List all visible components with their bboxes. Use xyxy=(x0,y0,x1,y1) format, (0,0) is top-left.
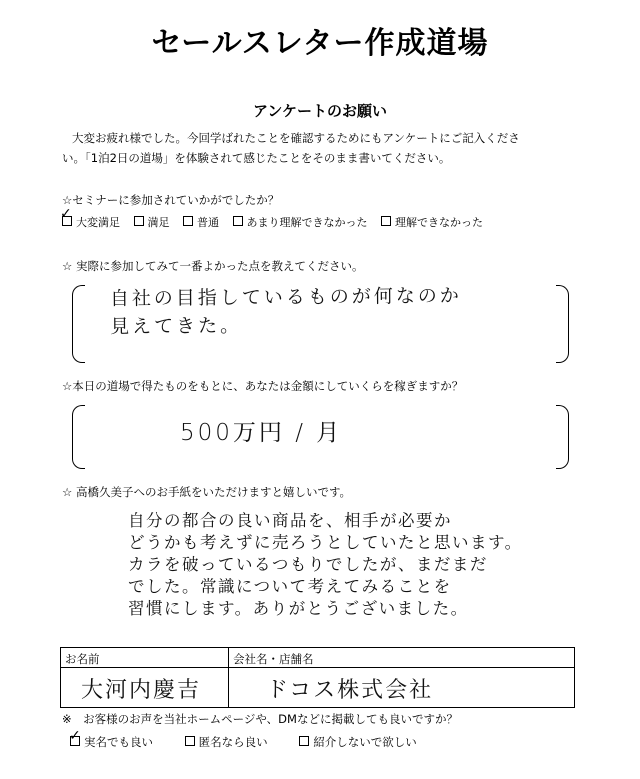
question-earnings: ☆本日の道場で得たものをもとに、あなたは金額にしていくらを稼ぎますか？ xyxy=(62,379,464,393)
company-label: 会社名・店舗名 xyxy=(233,652,314,666)
answer-bracket-right xyxy=(556,285,569,363)
option-not-understood[interactable]: 理解できなかった xyxy=(381,214,483,230)
header-divider xyxy=(61,667,574,668)
intro-line-1: 大変お疲れ様でした。今回学ばれたことを確認するためにもアンケートにご記入くださ xyxy=(72,131,520,145)
consent-question: ※ お客様のお声を当社ホームページや、DMなどに掲載しても良いですか？ xyxy=(62,712,458,726)
name-field[interactable]: 大河内慶吉 xyxy=(81,678,202,703)
checkbox[interactable] xyxy=(183,216,193,226)
answer-bracket-right xyxy=(556,405,569,469)
question-satisfaction: ☆セミナーに参加されていかがでしたか？ xyxy=(62,193,280,207)
checkbox[interactable] xyxy=(299,736,309,746)
answer-letter: 自分の都合の良い商品を、相手が必要か どうかも考えずに売ろうとしていたと思います。 カラを破っているつもりでしたが、まだまだ でした。常識について考えてみることを 習慣にします。ありがとうございました。 xyxy=(128,511,523,618)
page-title: セールスレター作成道場 xyxy=(151,26,489,61)
check-mark-icon: ✓ xyxy=(69,728,81,744)
check-mark-icon: ✓ xyxy=(60,206,72,222)
answer-bracket-left xyxy=(72,285,85,363)
consent-options xyxy=(69,728,427,750)
answer-best-point: 自社の目指しているものが何なのか 見えてきた。 xyxy=(109,284,462,338)
answer-bracket-left xyxy=(72,405,85,469)
option-do-not-publish[interactable]: 紹介しないで欲しい xyxy=(299,734,417,750)
option-not-well-understood[interactable]: あまり理解できなかった xyxy=(233,214,368,230)
option-real-name-ok[interactable]: 実名でも良い ✓ xyxy=(69,728,153,749)
option-normal[interactable]: 普通 xyxy=(183,214,219,230)
survey-heading: アンケートのお願い xyxy=(252,102,388,120)
intro-text xyxy=(62,128,582,168)
question-letter: ☆ 高橋久美子へのお手紙をいただけますと嬉しいです。 xyxy=(62,485,352,499)
answer-earnings: 500万円 / 月 xyxy=(180,420,343,446)
checkbox[interactable] xyxy=(185,736,195,746)
checkbox[interactable] xyxy=(134,216,144,226)
intro-line-2: い。「1泊2日の道場」を体験されて感じたことをそのまま書いてください。 xyxy=(62,151,451,165)
column-divider xyxy=(228,648,229,707)
option-anonymous-ok[interactable]: 匿名なら良い xyxy=(185,734,268,750)
name-label: お名前 xyxy=(65,652,100,666)
option-satisfied[interactable]: 満足 xyxy=(134,214,170,230)
satisfaction-options xyxy=(60,206,493,230)
name-company-table xyxy=(60,647,575,708)
question-best-point: ☆ 実際に参加してみて一番よかった点を教えてください。 xyxy=(62,259,364,273)
checkbox[interactable] xyxy=(381,216,391,226)
company-field[interactable]: ドコス株式会社 xyxy=(266,678,434,703)
checkbox[interactable] xyxy=(233,216,243,226)
option-very-satisfied[interactable]: 大変満足 ✓ xyxy=(60,206,120,229)
